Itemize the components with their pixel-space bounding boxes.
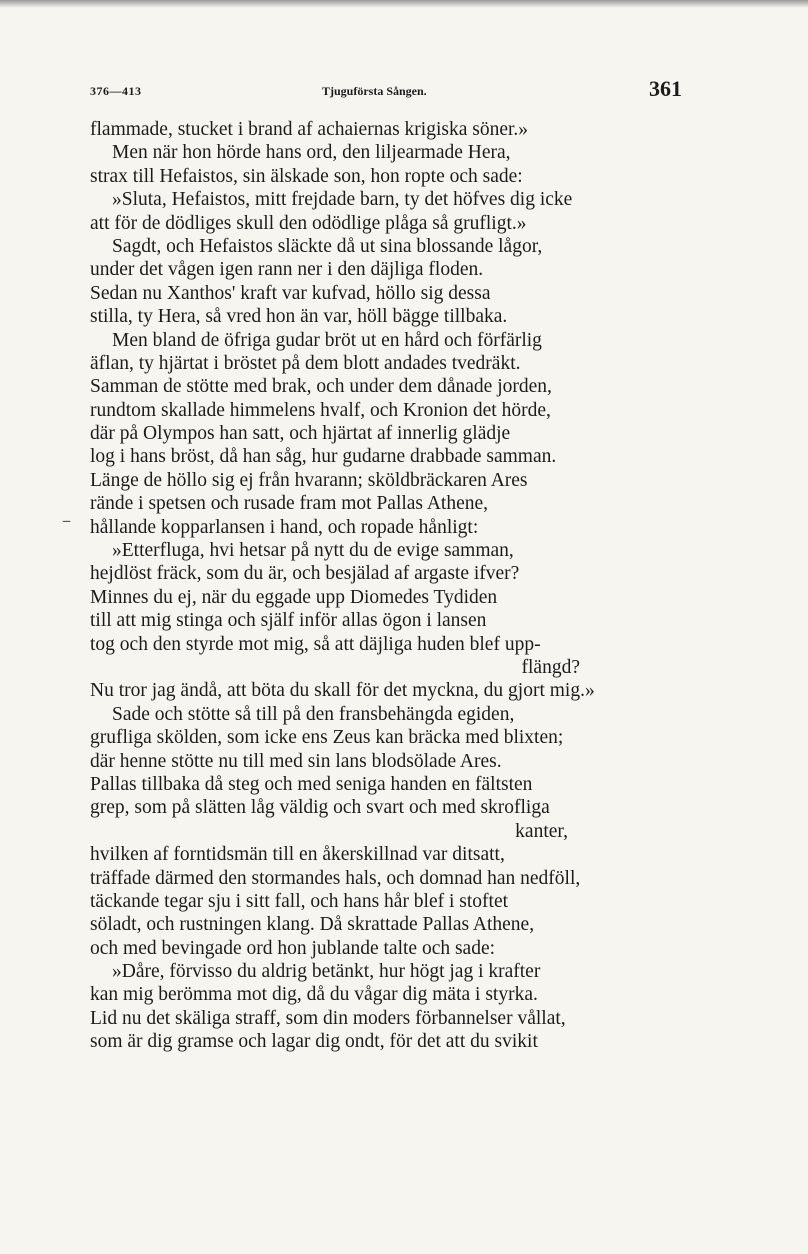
text-line: hvilken af forntidsmän till en åkerskillnad var ditsatt, bbox=[90, 844, 505, 866]
text-line: Men när hon hörde hans ord, den liljearmade Hera, bbox=[112, 142, 511, 164]
text-line: som är dig gramse och lagar dig ondt, för det att du svikit bbox=[90, 1031, 538, 1053]
text-line: där på Olympos han satt, och hjärtat af innerlig glädje bbox=[90, 423, 511, 445]
poem-text bbox=[90, 118, 690, 1054]
text-line: äflan, ty hjärtat i bröstet på dem blott andades tvedräkt. bbox=[90, 352, 521, 374]
text-line: »Dåre, förvisso du aldrig betänkt, hur högt jag i krafter bbox=[112, 961, 541, 983]
text-line: träffade därmed den stormandes hals, och domnad han nedföll, bbox=[90, 867, 581, 889]
line-range: 376—413 bbox=[90, 84, 142, 98]
text-line: flängd? bbox=[521, 656, 580, 678]
scan-edge bbox=[0, 0, 808, 8]
text-line: Men bland de öfriga gudar bröt ut en hård och förfärlig bbox=[112, 329, 542, 351]
text-line: täckande tegar sju i sitt fall, och hans hår blef i stoftet bbox=[90, 890, 509, 912]
text-line: grufliga skölden, som icke ens Zeus kan bräcka med blixten; bbox=[90, 727, 564, 749]
text-line: Minnes du ej, när du eggade upp Diomedes Tydiden bbox=[90, 586, 498, 608]
text-line: Länge de höllo sig ej från hvarann; sköldbräckaren Ares bbox=[90, 469, 528, 491]
text-line: och med bevingade ord hon jublande talte och sade: bbox=[90, 937, 496, 959]
text-line: grep, som på slätten låg väldig och svart och med skrofliga bbox=[90, 797, 550, 819]
text-line: kan mig berömma mot dig, då du vågar dig mäta i styrka. bbox=[90, 984, 538, 1006]
text-line: Lid nu det skäliga straff, som din moders förbannelser vållat, bbox=[90, 1007, 566, 1029]
margin-mark: – bbox=[62, 510, 71, 531]
text-line: kanter, bbox=[515, 820, 568, 842]
text-line: rände i spetsen och rusade fram mot Pallas Athene, bbox=[90, 493, 489, 515]
text-line: log i hans bröst, då han såg, hur gudarne drabbade samman. bbox=[90, 446, 557, 468]
text-line: Sade och stötte så till på den fransbehängda egiden, bbox=[112, 703, 515, 725]
text-line: »Sluta, Hefaistos, mitt frejdade barn, ty det höfves dig icke bbox=[112, 189, 573, 211]
text-line: Sagdt, och Hefaistos släckte då ut sina blossande lågor, bbox=[112, 235, 543, 257]
text-line: Nu tror jag ändå, att böta du skall för det myckna, du gjort mig.» bbox=[90, 680, 595, 702]
text-line: hejdlöst fräck, som du är, och besjälad af argaste ifver? bbox=[90, 563, 520, 585]
text-line: där henne stötte nu till med sin lans blodsölade Ares. bbox=[90, 750, 502, 772]
text-line: till att mig stinga och själf inför allas ögon i lansen bbox=[90, 610, 487, 632]
text-line: strax till Hefaistos, sin älskade son, hon ropte och sade: bbox=[90, 165, 523, 187]
text-line: under det vågen igen rann ner i den däjliga floden. bbox=[90, 259, 484, 281]
text-line: stilla, ty Hera, så vred hon än var, höll bägge tillbaka. bbox=[90, 306, 508, 328]
text-line: Sedan nu Xanthos' kraft var kufvad, höllo sig dessa bbox=[90, 282, 491, 304]
text-line: att för de dödliges skull den odödlige plåga så grufligt.» bbox=[90, 212, 527, 234]
text-line: »Etterfluga, hvi hetsar på nytt du de evige samman, bbox=[112, 540, 514, 562]
text-line: Samman de stötte med brak, och under dem dånade jorden, bbox=[90, 376, 552, 398]
text-line: flammade, stucket i brand af achaiernas krigiska söner.» bbox=[90, 119, 529, 140]
text-line: Pallas tillbaka då steg och med seniga handen en fältsten bbox=[90, 773, 533, 795]
text-line: rundtom skallade himmelens hvalf, och Kronion det hörde, bbox=[90, 399, 551, 421]
running-header bbox=[90, 76, 682, 110]
chapter-title: Tjuguförsta Sången. bbox=[322, 84, 427, 98]
text-line: hållande kopparlansen i hand, och ropade hånligt: bbox=[90, 516, 479, 538]
text-line: tog och den styrde mot mig, så att däjliga huden blef upp- bbox=[90, 633, 541, 655]
page-number: 361 bbox=[649, 76, 682, 101]
text-line: söladt, och rustningen klang. Då skrattade Pallas Athene, bbox=[90, 914, 535, 936]
